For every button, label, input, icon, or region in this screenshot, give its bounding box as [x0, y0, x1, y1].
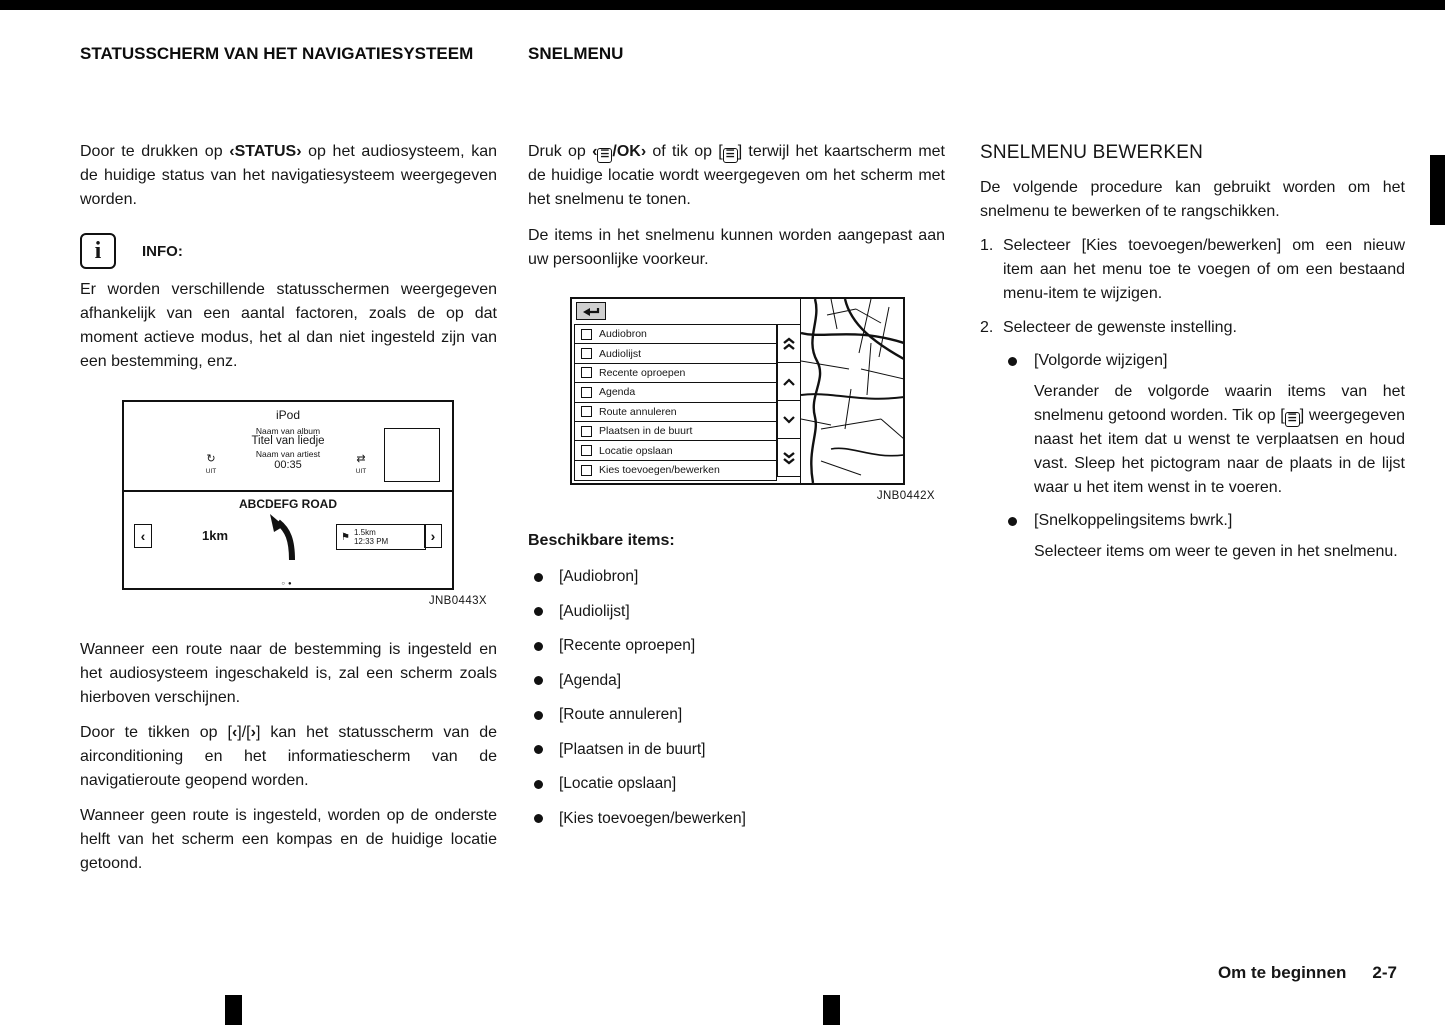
option-bullet: [1008, 352, 1405, 370]
figure-caption: JNB0442X: [876, 490, 935, 502]
bullet-icon: [534, 745, 543, 754]
scroll-top-button: [777, 324, 801, 363]
paragraph: Er worden verschillende statusschermen weergegeven afhankelijk van een aantal factoren, zoals de op dat moment actieve modus, het al dan niet ingesteld zijn van een bestemming, enz.: [80, 281, 497, 370]
chapter-edge-tab: [1430, 155, 1445, 225]
text-run: Door te drukken op: [80, 143, 230, 160]
list-item: [528, 739, 945, 761]
repeat-icon: [196, 454, 226, 477]
item-label: Plaatsen in de buurt: [599, 425, 693, 438]
road-name: ABCDEFG ROAD: [239, 497, 337, 511]
item-label: [Recente oproepen]: [559, 637, 696, 654]
scroll-down-button: [777, 400, 801, 439]
scroll-bottom-button: [777, 438, 801, 477]
map-graphic: [800, 299, 903, 483]
step-text: Selecteer de gewenste instelling.: [1003, 319, 1237, 336]
item-label: Locatie opslaan: [599, 444, 673, 457]
audio-status-pane: [124, 402, 452, 492]
figure-quickmenu: [570, 297, 905, 485]
scroll-buttons: [777, 324, 801, 480]
menu-icon: ☰: [597, 148, 612, 163]
prev-glyph: ‹: [140, 528, 146, 544]
chevron-up-icon: [781, 377, 797, 387]
repeat-glyph: ↻: [206, 453, 216, 465]
paragraph: De volgende procedure kan gebruikt worden om het snelmenu te bewerken of te rangschikken.: [980, 179, 1405, 220]
prev-screen-button: [134, 524, 152, 548]
list-item: [575, 461, 776, 480]
paragraph: Wanneer een route naar de bestemming is ingesteld en het audiosysteem ingeschakeld is, zal een scherm zoals hierboven verschijnen.: [80, 641, 497, 706]
bullet-icon: [534, 573, 543, 582]
item-label: [Plaatsen in de buurt]: [559, 740, 706, 758]
bullet-icon: [1008, 517, 1017, 526]
item-label: Agenda: [599, 386, 636, 399]
artist-name-label: Naam van artiest: [255, 449, 321, 459]
text-run: Door te tikken op [: [80, 724, 232, 741]
album-name-label: Naam van album: [255, 426, 321, 436]
checkbox-icon: [581, 406, 592, 417]
flag-icon: ⚑: [341, 531, 350, 543]
route-info-text: [354, 528, 388, 546]
text-run: ] kan het statusscherm van de airconditioning en het informatiescherm van de navigatieroute geopend worden.: [80, 724, 497, 789]
paragraph: [80, 140, 497, 212]
bullet-icon: [534, 642, 543, 651]
step-text: Selecteer [Kies toevoegen/bewerken] om een nieuw item aan het menu toe te voegen of om een bestaand menu-item te wijzigen.: [1003, 237, 1405, 302]
paragraph: Wanneer geen route is ingesteld, worden op de onderste helft van het scherm een kompas en de huidige locatie getoond.: [80, 807, 497, 872]
list-item: [575, 403, 776, 422]
double-chevron-down-icon: [781, 451, 797, 465]
navigation-status-pane: [124, 492, 452, 590]
step-number: 1.: [980, 237, 994, 254]
option-title: [Snelkoppelingsitems bwrk.]: [1034, 512, 1233, 529]
bullet-icon: [534, 676, 543, 685]
option-bullet: [1008, 512, 1405, 530]
text-run: ]/[: [237, 724, 251, 741]
text-run: ] weergegeven naast het item dat u wenst te verplaatsen en houd vast. Sleep het pictogram naar de plaats in de lijst waar u het item wenst in te voeren.: [1034, 407, 1405, 496]
item-label: [Locatie opslaan]: [559, 775, 677, 792]
subsection-title: SNELMENU BEWERKEN: [980, 142, 1203, 163]
info-note: [80, 232, 497, 270]
back-arrow-icon: [581, 306, 601, 317]
paragraph: [528, 140, 945, 212]
paragraph: Selecteer items om weer te geven in het snelmenu.: [1034, 543, 1398, 560]
checkbox-icon: [581, 465, 592, 476]
shuffle-icon: [346, 454, 376, 477]
status-key-label: ‹STATUS›: [229, 143, 302, 160]
print-registration-mark: [823, 995, 840, 1025]
print-registration-mark: [225, 995, 242, 1025]
page-indicator-dots: [124, 581, 452, 587]
list-item: [528, 635, 945, 657]
paragraph: De items in het snelmenu kunnen worden aangepast aan uw persoonlijke voorkeur.: [528, 227, 945, 268]
list-item: [575, 383, 776, 402]
drag-handle-icon: ☰: [1285, 412, 1300, 427]
paragraph: [1034, 380, 1405, 500]
option-title: [Volgorde wijzigen]: [1034, 352, 1168, 369]
info-label: INFO:: [142, 242, 183, 260]
info-glyph: i: [94, 238, 102, 264]
item-label: Kies toevoegen/bewerken: [599, 464, 720, 477]
arrival-time: 12:33 PM: [353, 537, 389, 546]
checkbox-icon: [581, 445, 592, 456]
page-footer: [1218, 963, 1397, 983]
item-label: [Route annuleren]: [559, 706, 683, 723]
checkbox-icon: [581, 329, 592, 340]
numbered-step: [980, 234, 1405, 306]
repeat-state: UIT: [205, 468, 217, 475]
back-button: [576, 302, 606, 320]
bullet-icon: [534, 814, 543, 823]
item-label: Recente oproepen: [599, 366, 686, 379]
item-label: [Kies toevoegen/bewerken]: [559, 809, 746, 827]
status-screen-image: [122, 400, 454, 590]
checkbox-icon: [581, 348, 592, 359]
column-2: [528, 140, 945, 842]
list-item: [528, 566, 945, 588]
bullet-icon: [534, 607, 543, 616]
list-item: [575, 422, 776, 441]
numbered-step: [980, 316, 1405, 340]
column-3: [980, 142, 1405, 564]
route-info-box: [336, 524, 426, 550]
shuffle-state: UIT: [355, 468, 367, 475]
bullet-icon: [534, 711, 543, 720]
dot-outline-icon: ○: [281, 581, 288, 587]
next-screen-button: [424, 524, 442, 548]
list-item: [528, 808, 945, 830]
next-glyph: ›: [250, 724, 256, 741]
page-number: 2-7: [1372, 963, 1397, 982]
item-label: [Agenda]: [559, 671, 622, 689]
checkbox-icon: [581, 426, 592, 437]
info-icon: [80, 233, 116, 269]
step-number: 2.: [980, 319, 994, 336]
prev-glyph: ‹: [231, 724, 238, 741]
text-run: ] terwijl het kaartscherm met de huidige locatie wordt weergegeven om het scherm met het snelmenu te tonen.: [528, 143, 945, 208]
list-item: [528, 670, 945, 692]
figure-caption: JNB0443X: [428, 595, 487, 607]
distance-to-turn: 1km: [202, 528, 229, 543]
double-chevron-up-icon: [781, 337, 797, 351]
list-item: [575, 344, 776, 363]
menu-icon: ☰: [723, 148, 738, 163]
section-title-status: STATUSSCHERM VAN HET NAVIGATIESYSTEEM: [80, 44, 474, 63]
dot-filled-icon: ●: [288, 581, 295, 587]
list-item: [575, 364, 776, 383]
checkbox-icon: [581, 387, 592, 398]
item-label: [Audiolijst]: [559, 602, 630, 620]
text-run: Druk op: [528, 143, 593, 160]
scroll-up-button: [777, 362, 801, 401]
elapsed-time: 00:35: [274, 459, 302, 471]
list-item: [528, 773, 945, 795]
item-label: [Audiobron]: [559, 568, 639, 585]
item-label: Route annuleren: [599, 405, 677, 418]
quickmenu-list: [574, 324, 777, 481]
checkbox-icon: [581, 367, 592, 378]
remaining-distance: 1.5km: [353, 528, 376, 537]
paragraph: [80, 721, 497, 793]
list-item: [528, 601, 945, 623]
text-run: op het audiosysteem, kan de huidige status van het navigatiesysteem weergegeven worden.: [80, 143, 497, 208]
available-items-heading: Beschikbare items:: [528, 532, 675, 549]
list-item: [528, 704, 945, 726]
bullet-icon: [534, 780, 543, 789]
chevron-down-icon: [781, 415, 797, 425]
text-run: of tik op [: [646, 143, 723, 160]
item-label: Audiobron: [599, 328, 647, 341]
next-glyph: ›: [430, 528, 436, 544]
text-run: Verander de volgorde waarin items van het snelmenu getoond worden. Tik op [: [1034, 383, 1405, 424]
shuffle-glyph: ⇄: [356, 453, 366, 465]
ok-key-label: /OK›: [612, 143, 647, 160]
quickmenu-screen-image: [570, 297, 905, 485]
item-label: Audiolijst: [599, 347, 642, 360]
turn-arrow-icon: [262, 506, 306, 562]
figure-status-screen: [122, 400, 454, 590]
available-items-list: [528, 566, 945, 830]
device-label: iPod: [275, 408, 301, 422]
page-top-rule: [0, 0, 1445, 10]
footer-section-label: Om te beginnen: [1217, 963, 1347, 982]
section-title-snelmenu: SNELMENU: [528, 44, 624, 63]
list-item: [575, 441, 776, 460]
text-run: ‹: [592, 143, 598, 160]
bullet-icon: [1008, 357, 1017, 366]
album-art-placeholder: [384, 428, 440, 482]
song-title-label: Titel van liedje: [251, 435, 325, 447]
list-item: [575, 325, 776, 344]
column-1: [80, 140, 497, 876]
